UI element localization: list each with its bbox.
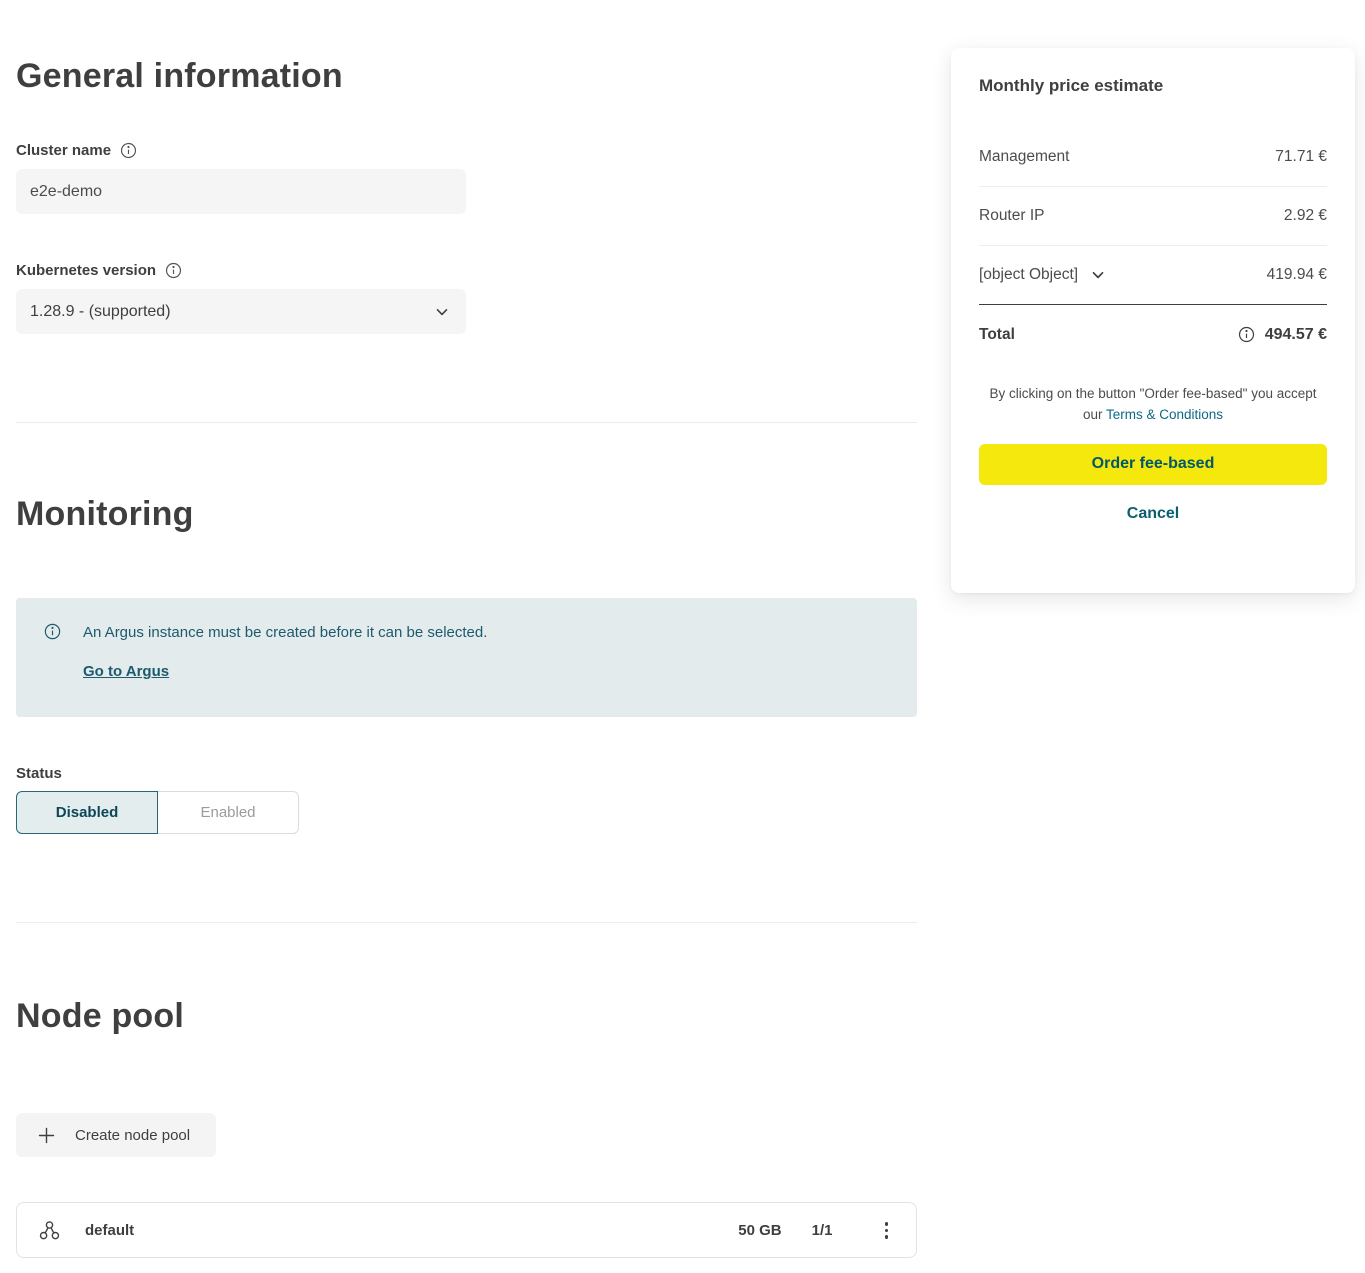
price-row-value: 2.92 €	[1283, 207, 1327, 224]
chevron-down-icon[interactable]	[1090, 267, 1106, 283]
general-information-heading: General information	[16, 57, 343, 95]
section-divider	[16, 422, 917, 423]
cluster-name-label: Cluster name	[16, 142, 112, 160]
total-row	[979, 305, 1327, 364]
status-disabled-button[interactable]: Disabled	[16, 791, 158, 834]
monitoring-heading: Monitoring	[16, 495, 194, 534]
create-node-pool-label: Create node pool	[75, 1126, 191, 1144]
go-to-argus-link[interactable]: Go to Argus	[83, 663, 170, 681]
price-row-label: [object Object]	[979, 266, 1079, 283]
monthly-price-estimate-card	[951, 48, 1355, 593]
price-row-label: Management	[979, 148, 1070, 165]
kubernetes-version-select[interactable]	[16, 289, 466, 334]
info-icon[interactable]	[165, 262, 182, 279]
node-pool-icon	[39, 1220, 60, 1241]
price-row-router-ip	[979, 187, 1327, 246]
price-row-value: 419.94 €	[1266, 266, 1327, 283]
total-value: 494.57 €	[1264, 325, 1327, 343]
order-fee-based-button[interactable]: Order fee-based	[979, 444, 1327, 485]
terms-prefix: By clicking on the button "Order fee-based" you accept our	[989, 386, 1317, 422]
create-node-pool-button[interactable]	[16, 1113, 216, 1157]
price-row-node-pools	[979, 246, 1327, 305]
kubernetes-version-label: Kubernetes version	[16, 262, 157, 280]
info-icon	[44, 623, 61, 640]
total-label: Total	[979, 325, 1015, 343]
terms-and-conditions-link[interactable]: Terms & Conditions	[1105, 406, 1224, 422]
info-icon[interactable]	[1238, 326, 1255, 343]
node-pool-storage: 50 GB	[738, 1221, 782, 1239]
section-divider	[16, 922, 917, 923]
price-row-value: 71.71 €	[1275, 148, 1327, 165]
kubernetes-version-value: 1.28.9 - (supported)	[30, 302, 171, 320]
node-pool-availability: 1/1	[811, 1221, 833, 1239]
chevron-down-icon	[434, 304, 450, 320]
banner-message: An Argus instance must be created before it can be selected.	[83, 624, 488, 642]
node-pool-row[interactable]	[16, 1202, 917, 1258]
status-toggle-group	[16, 791, 299, 834]
cluster-name-input[interactable]	[16, 169, 466, 214]
kebab-menu-icon[interactable]	[881, 1218, 893, 1243]
plus-icon	[38, 1127, 55, 1144]
node-pool-name: default	[85, 1221, 135, 1239]
price-card-title: Monthly price estimate	[979, 76, 1164, 95]
price-rows	[979, 128, 1327, 305]
info-icon[interactable]	[120, 142, 137, 159]
main-content	[16, 0, 917, 1258]
kubernetes-version-label-row	[16, 262, 917, 279]
status-enabled-button[interactable]: Enabled	[158, 791, 299, 834]
terms-text	[988, 384, 1318, 426]
cancel-button[interactable]: Cancel	[979, 505, 1327, 523]
argus-info-banner	[16, 598, 917, 717]
status-label: Status	[16, 765, 62, 783]
node-pool-heading: Node pool	[16, 997, 184, 1036]
price-row-management	[979, 128, 1327, 187]
cluster-name-label-row	[16, 142, 917, 159]
price-row-label: Router IP	[979, 207, 1045, 224]
